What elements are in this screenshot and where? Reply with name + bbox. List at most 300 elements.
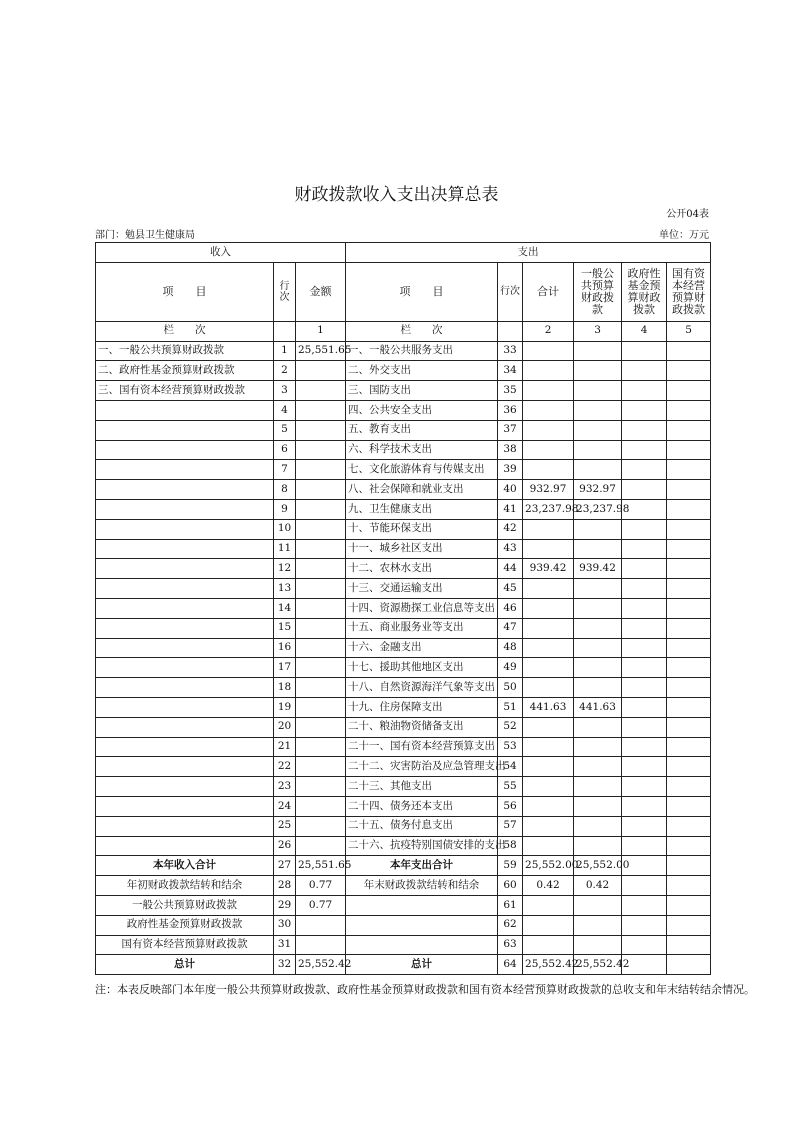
- table-row: [96, 341, 711, 361]
- state-capital-cell: [667, 876, 711, 896]
- expense-total-cell: [523, 816, 574, 836]
- expense-total-cell: [523, 658, 574, 678]
- income-amount-cell: [296, 598, 346, 618]
- state-capital-cell: [667, 400, 711, 420]
- income-amount-cell: [296, 579, 346, 599]
- income-amount-cell: [296, 796, 346, 816]
- unit: 单位：万元: [659, 230, 709, 241]
- gov-fund-cell: [622, 361, 667, 381]
- gov-fund-header: 政府性基金预算财政拨款: [622, 262, 667, 321]
- gov-fund-cell: [622, 420, 667, 440]
- state-capital-cell: [667, 955, 711, 975]
- general-budget-cell: [574, 598, 622, 618]
- column-no-2: 2: [523, 321, 574, 341]
- income-item-cell: 一般公共预算财政拨款: [96, 895, 274, 915]
- income-amount-cell: [296, 717, 346, 737]
- income-item-cell: [96, 519, 274, 539]
- table-row: [96, 678, 711, 698]
- income-line-cell: 28: [274, 876, 296, 896]
- income-line-cell: 18: [274, 678, 296, 698]
- gov-fund-cell: [622, 559, 667, 579]
- expense-total-cell: [523, 777, 574, 797]
- gov-fund-cell: [622, 796, 667, 816]
- gov-fund-cell: [622, 876, 667, 896]
- appropriation-table: [95, 242, 711, 975]
- expense-item-cell: 四、公共安全支出: [346, 400, 498, 420]
- income-amount-cell: [296, 559, 346, 579]
- state-capital-cell: [667, 361, 711, 381]
- income-line-cell: 16: [274, 638, 296, 658]
- table-row: [96, 638, 711, 658]
- expense-line-cell: 34: [498, 361, 523, 381]
- general-budget-cell: [574, 420, 622, 440]
- income-line-cell: 10: [274, 519, 296, 539]
- expense-item-cell: 五、教育支出: [346, 420, 498, 440]
- table-row: [96, 658, 711, 678]
- general-budget-cell: [574, 757, 622, 777]
- income-item-cell: [96, 539, 274, 559]
- expense-item-cell: [346, 895, 498, 915]
- gov-fund-cell: [622, 777, 667, 797]
- income-line-cell: 30: [274, 915, 296, 935]
- expense-total-cell: [523, 737, 574, 757]
- income-item-cell: 年初财政拨款结转和结余: [96, 876, 274, 896]
- expense-line-cell: 45: [498, 579, 523, 599]
- expense-line-cell: 40: [498, 480, 523, 500]
- expense-item-cell: 二十二、灾害防治及应急管理支出: [346, 757, 498, 777]
- gov-fund-cell: [622, 598, 667, 618]
- general-budget-cell: [574, 678, 622, 698]
- income-line-cell: 27: [274, 856, 296, 876]
- expense-total-cell: [523, 440, 574, 460]
- gov-fund-cell: [622, 895, 667, 915]
- department: 部门：勉县卫生健康局: [95, 230, 195, 241]
- income-item-cell: [96, 559, 274, 579]
- general-budget-header: 一般公共预算财政拨款: [574, 262, 622, 321]
- table-row: [96, 381, 711, 401]
- expense-item-cell: 十四、资源勘探工业信息等支出: [346, 598, 498, 618]
- state-capital-cell: [667, 598, 711, 618]
- state-capital-cell: [667, 737, 711, 757]
- table-row: [96, 955, 711, 975]
- general-budget-cell: [574, 658, 622, 678]
- general-budget-cell: 932.97: [574, 480, 622, 500]
- expense-line-header: 行次: [498, 262, 523, 321]
- income-item-cell: [96, 796, 274, 816]
- table-row: [96, 480, 711, 500]
- income-line-cell: 3: [274, 381, 296, 401]
- income-amount-cell: [296, 816, 346, 836]
- table-row: [96, 440, 711, 460]
- column-label: 栏 次: [96, 321, 274, 341]
- income-item-cell: [96, 678, 274, 698]
- state-capital-cell: [667, 420, 711, 440]
- general-budget-cell: [574, 400, 622, 420]
- expense-line-cell: 37: [498, 420, 523, 440]
- expense-item-cell: 十八、自然资源海洋气象等支出: [346, 678, 498, 698]
- gov-fund-cell: [622, 519, 667, 539]
- income-line-cell: 4: [274, 400, 296, 420]
- expense-line-cell: 60: [498, 876, 523, 896]
- income-line-cell: 22: [274, 757, 296, 777]
- gov-fund-cell: [622, 460, 667, 480]
- state-capital-cell: [667, 499, 711, 519]
- expense-item-cell: 十二、农林水支出: [346, 559, 498, 579]
- income-line-header: 行次: [274, 262, 296, 321]
- expense-item-cell: [346, 935, 498, 955]
- state-capital-cell: [667, 796, 711, 816]
- gov-fund-cell: [622, 638, 667, 658]
- expense-total-cell: [523, 519, 574, 539]
- state-capital-cell: [667, 836, 711, 856]
- gov-fund-cell: [622, 717, 667, 737]
- state-capital-cell: [667, 658, 711, 678]
- gov-fund-cell: [622, 757, 667, 777]
- expense-item-cell: 九、卫生健康支出: [346, 499, 498, 519]
- income-item-cell: [96, 440, 274, 460]
- income-amount-cell: [296, 658, 346, 678]
- expense-total-cell: [523, 638, 574, 658]
- expense-total-cell: [523, 618, 574, 638]
- expense-line-cell: 39: [498, 460, 523, 480]
- expense-total-cell: 25,552.42: [523, 955, 574, 975]
- table-row: [96, 618, 711, 638]
- income-line-cell: 7: [274, 460, 296, 480]
- general-budget-cell: [574, 777, 622, 797]
- general-budget-cell: 25,552.00: [574, 856, 622, 876]
- income-item-cell: [96, 697, 274, 717]
- expense-line-cell: 50: [498, 678, 523, 698]
- income-item-cell: [96, 499, 274, 519]
- income-amount-cell: 0.77: [296, 876, 346, 896]
- income-amount-cell: [296, 697, 346, 717]
- expense-line-cell: 49: [498, 658, 523, 678]
- general-budget-cell: [574, 737, 622, 757]
- table-row: [96, 856, 711, 876]
- expense-line-cell: 61: [498, 895, 523, 915]
- income-line-cell: 20: [274, 717, 296, 737]
- expense-line-cell: 59: [498, 856, 523, 876]
- expense-item-cell: 十一、城乡社区支出: [346, 539, 498, 559]
- gov-fund-cell: [622, 618, 667, 638]
- expense-item-cell: 二十四、债务还本支出: [346, 796, 498, 816]
- table-row: [96, 420, 711, 440]
- state-capital-cell: [667, 519, 711, 539]
- table-row: [96, 935, 711, 955]
- income-amount-cell: [296, 915, 346, 935]
- expense-item-cell: 十三、交通运输支出: [346, 579, 498, 599]
- expense-line-cell: 47: [498, 618, 523, 638]
- table-row: [96, 579, 711, 599]
- state-capital-cell: [667, 480, 711, 500]
- expense-line-cell: 58: [498, 836, 523, 856]
- state-capital-cell: [667, 717, 711, 737]
- expense-total-cell: 441.63: [523, 697, 574, 717]
- state-capital-cell: [667, 638, 711, 658]
- general-budget-cell: [574, 935, 622, 955]
- income-item-cell: 政府性基金预算财政拨款: [96, 915, 274, 935]
- expense-total-cell: [523, 539, 574, 559]
- general-budget-cell: [574, 341, 622, 361]
- general-budget-cell: [574, 915, 622, 935]
- page-title: 财政拨款收入支出决算总表: [294, 185, 499, 205]
- gov-fund-cell: [622, 915, 667, 935]
- income-amount-cell: 0.77: [296, 895, 346, 915]
- general-budget-cell: [574, 440, 622, 460]
- income-item-cell: 国有资本经营预算财政拨款: [96, 935, 274, 955]
- income-amount-cell: [296, 420, 346, 440]
- state-capital-cell: [667, 856, 711, 876]
- state-capital-header: 国有资本经营预算财政拨款: [667, 262, 711, 321]
- state-capital-cell: [667, 579, 711, 599]
- general-budget-cell: 0.42: [574, 876, 622, 896]
- income-item-cell: [96, 618, 274, 638]
- state-capital-cell: [667, 777, 711, 797]
- expense-item-cell: 二十、粮油物资储备支出: [346, 717, 498, 737]
- table-row: [96, 915, 711, 935]
- income-line-cell: 13: [274, 579, 296, 599]
- amount-header: 金额: [296, 262, 346, 321]
- income-amount-cell: [296, 400, 346, 420]
- state-capital-cell: [667, 381, 711, 401]
- table-row: [96, 697, 711, 717]
- income-amount-cell: [296, 737, 346, 757]
- gov-fund-cell: [622, 836, 667, 856]
- general-budget-cell: [574, 836, 622, 856]
- expense-item-cell: 二十一、国有资本经营预算支出: [346, 737, 498, 757]
- gov-fund-cell: [622, 816, 667, 836]
- column-no-1: 1: [296, 321, 346, 341]
- income-amount-cell: [296, 381, 346, 401]
- income-amount-cell: [296, 638, 346, 658]
- income-item-cell: [96, 420, 274, 440]
- expense-line-cell: 56: [498, 796, 523, 816]
- state-capital-cell: [667, 440, 711, 460]
- expense-line-cell: 35: [498, 381, 523, 401]
- table-row: [96, 757, 711, 777]
- expense-line-cell: 62: [498, 915, 523, 935]
- general-budget-cell: [574, 796, 622, 816]
- expense-item-cell: 本年支出合计: [346, 856, 498, 876]
- gov-fund-cell: [622, 678, 667, 698]
- income-item-cell: 二、政府性基金预算财政拨款: [96, 361, 274, 381]
- expense-item-cell: 十、节能环保支出: [346, 519, 498, 539]
- expense-line-cell: 63: [498, 935, 523, 955]
- income-line-cell: 15: [274, 618, 296, 638]
- income-item-cell: [96, 757, 274, 777]
- general-budget-cell: 25,552.42: [574, 955, 622, 975]
- income-line-cell: 24: [274, 796, 296, 816]
- expense-item-cell: 二十五、债务付息支出: [346, 816, 498, 836]
- gov-fund-cell: [622, 400, 667, 420]
- income-amount-cell: 25,552.42: [296, 955, 346, 975]
- income-amount-cell: [296, 519, 346, 539]
- table-row: [96, 796, 711, 816]
- expense-total-cell: [523, 598, 574, 618]
- income-line-cell: 5: [274, 420, 296, 440]
- income-line-cell: 12: [274, 559, 296, 579]
- expense-item-cell: 一、一般公共服务支出: [346, 341, 498, 361]
- gov-fund-cell: [622, 658, 667, 678]
- income-amount-cell: [296, 757, 346, 777]
- general-budget-cell: [574, 381, 622, 401]
- expense-total-cell: 25,552.00: [523, 856, 574, 876]
- expense-line-cell: 36: [498, 400, 523, 420]
- general-budget-cell: [574, 895, 622, 915]
- income-item-cell: 三、国有资本经营预算财政拨款: [96, 381, 274, 401]
- income-line-cell: 26: [274, 836, 296, 856]
- expense-item-cell: [346, 915, 498, 935]
- expense-line-cell: 48: [498, 638, 523, 658]
- income-amount-cell: [296, 499, 346, 519]
- income-line-cell: 6: [274, 440, 296, 460]
- income-amount-cell: [296, 777, 346, 797]
- expense-total-cell: [523, 836, 574, 856]
- income-item-cell: [96, 598, 274, 618]
- income-amount-cell: [296, 836, 346, 856]
- state-capital-cell: [667, 816, 711, 836]
- income-item-cell: [96, 816, 274, 836]
- expense-total-cell: [523, 757, 574, 777]
- table-row: [96, 737, 711, 757]
- table-row: [96, 777, 711, 797]
- general-budget-cell: 939.42: [574, 559, 622, 579]
- income-item-cell: 本年收入合计: [96, 856, 274, 876]
- gov-fund-cell: [622, 341, 667, 361]
- income-amount-cell: 25,551.65: [296, 856, 346, 876]
- general-budget-cell: 23,237.98: [574, 499, 622, 519]
- expense-header: 支出: [346, 243, 711, 263]
- expense-total-cell: [523, 678, 574, 698]
- table-row: [96, 717, 711, 737]
- income-item-cell: [96, 777, 274, 797]
- expense-item-cell: 十九、住房保障支出: [346, 697, 498, 717]
- state-capital-cell: [667, 757, 711, 777]
- income-item-cell: [96, 579, 274, 599]
- income-line-cell: 8: [274, 480, 296, 500]
- table-row: [96, 836, 711, 856]
- expense-line-cell: 43: [498, 539, 523, 559]
- income-amount-cell: 25,551.65: [296, 341, 346, 361]
- table-row: [96, 361, 711, 381]
- total-header: 合计: [523, 262, 574, 321]
- state-capital-cell: [667, 618, 711, 638]
- state-capital-cell: [667, 895, 711, 915]
- gov-fund-cell: [622, 539, 667, 559]
- expense-line-cell: 44: [498, 559, 523, 579]
- income-header: 收入: [96, 243, 346, 263]
- state-capital-cell: [667, 559, 711, 579]
- footnote: 注：本表反映部门本年度一般公共预算财政拨款、政府性基金预算财政拨款和国有资本经营预算财政拨款的总收支和年末结转结余情况。: [95, 983, 755, 996]
- expense-line-cell: 53: [498, 737, 523, 757]
- general-budget-cell: [574, 638, 622, 658]
- expense-item-cell: 十五、商业服务业等支出: [346, 618, 498, 638]
- expense-line-cell: 42: [498, 519, 523, 539]
- table-row: [96, 559, 711, 579]
- table-row: [96, 598, 711, 618]
- gov-fund-cell: [622, 935, 667, 955]
- income-item-cell: [96, 737, 274, 757]
- general-budget-cell: [574, 816, 622, 836]
- expense-line-cell: 64: [498, 955, 523, 975]
- income-item-cell: [96, 638, 274, 658]
- income-item-cell: [96, 717, 274, 737]
- expense-item-cell: 总计: [346, 955, 498, 975]
- income-amount-cell: [296, 539, 346, 559]
- gov-fund-cell: [622, 697, 667, 717]
- expense-item-cell: 六、科学技术支出: [346, 440, 498, 460]
- general-budget-cell: [574, 519, 622, 539]
- expense-item-cell: 二十六、抗疫特别国债安排的支出: [346, 836, 498, 856]
- expense-item-cell: 八、社会保障和就业支出: [346, 480, 498, 500]
- expense-total-cell: [523, 935, 574, 955]
- income-amount-cell: [296, 678, 346, 698]
- expense-total-cell: [523, 400, 574, 420]
- income-line-cell: 9: [274, 499, 296, 519]
- income-line-cell: 31: [274, 935, 296, 955]
- income-line-cell: 32: [274, 955, 296, 975]
- income-line-cell: 19: [274, 697, 296, 717]
- expense-line-cell: 41: [498, 499, 523, 519]
- table-row: [96, 876, 711, 896]
- income-amount-cell: [296, 440, 346, 460]
- table-row: [96, 499, 711, 519]
- income-item-cell: 一、一般公共预算财政拨款: [96, 341, 274, 361]
- income-item-cell: 总计: [96, 955, 274, 975]
- general-budget-cell: [574, 618, 622, 638]
- expense-line-cell: 52: [498, 717, 523, 737]
- state-capital-cell: [667, 539, 711, 559]
- expense-total-cell: 0.42: [523, 876, 574, 896]
- state-capital-cell: [667, 697, 711, 717]
- expense-item-cell: 三、国防支出: [346, 381, 498, 401]
- income-line-cell: 21: [274, 737, 296, 757]
- expense-total-cell: [523, 915, 574, 935]
- state-capital-cell: [667, 915, 711, 935]
- expense-total-cell: [523, 420, 574, 440]
- income-line-cell: 29: [274, 895, 296, 915]
- general-budget-cell: [574, 539, 622, 559]
- income-amount-cell: [296, 480, 346, 500]
- expense-item-cell: 七、文化旅游体育与传媒支出: [346, 460, 498, 480]
- column-no-5: 5: [667, 321, 711, 341]
- gov-fund-cell: [622, 440, 667, 460]
- general-budget-cell: [574, 717, 622, 737]
- expense-line-cell: 51: [498, 697, 523, 717]
- expense-total-cell: 23,237.98: [523, 499, 574, 519]
- table-row: [96, 816, 711, 836]
- expense-line-cell: 46: [498, 598, 523, 618]
- form-code: 公开04表: [666, 209, 709, 220]
- expense-total-cell: [523, 361, 574, 381]
- income-line-cell: 14: [274, 598, 296, 618]
- gov-fund-cell: [622, 480, 667, 500]
- expense-line-cell: 55: [498, 777, 523, 797]
- expense-item-cell: 年末财政拨款结转和结余: [346, 876, 498, 896]
- income-item-cell: [96, 836, 274, 856]
- income-item-header: 项 目: [96, 262, 274, 321]
- general-budget-cell: [574, 361, 622, 381]
- gov-fund-cell: [622, 579, 667, 599]
- expense-item-cell: 二十三、其他支出: [346, 777, 498, 797]
- expense-total-cell: [523, 579, 574, 599]
- table-row: [96, 400, 711, 420]
- expense-total-cell: [523, 381, 574, 401]
- income-line-cell: 23: [274, 777, 296, 797]
- column-no-4: 4: [622, 321, 667, 341]
- income-amount-cell: [296, 361, 346, 381]
- table-row: [96, 895, 711, 915]
